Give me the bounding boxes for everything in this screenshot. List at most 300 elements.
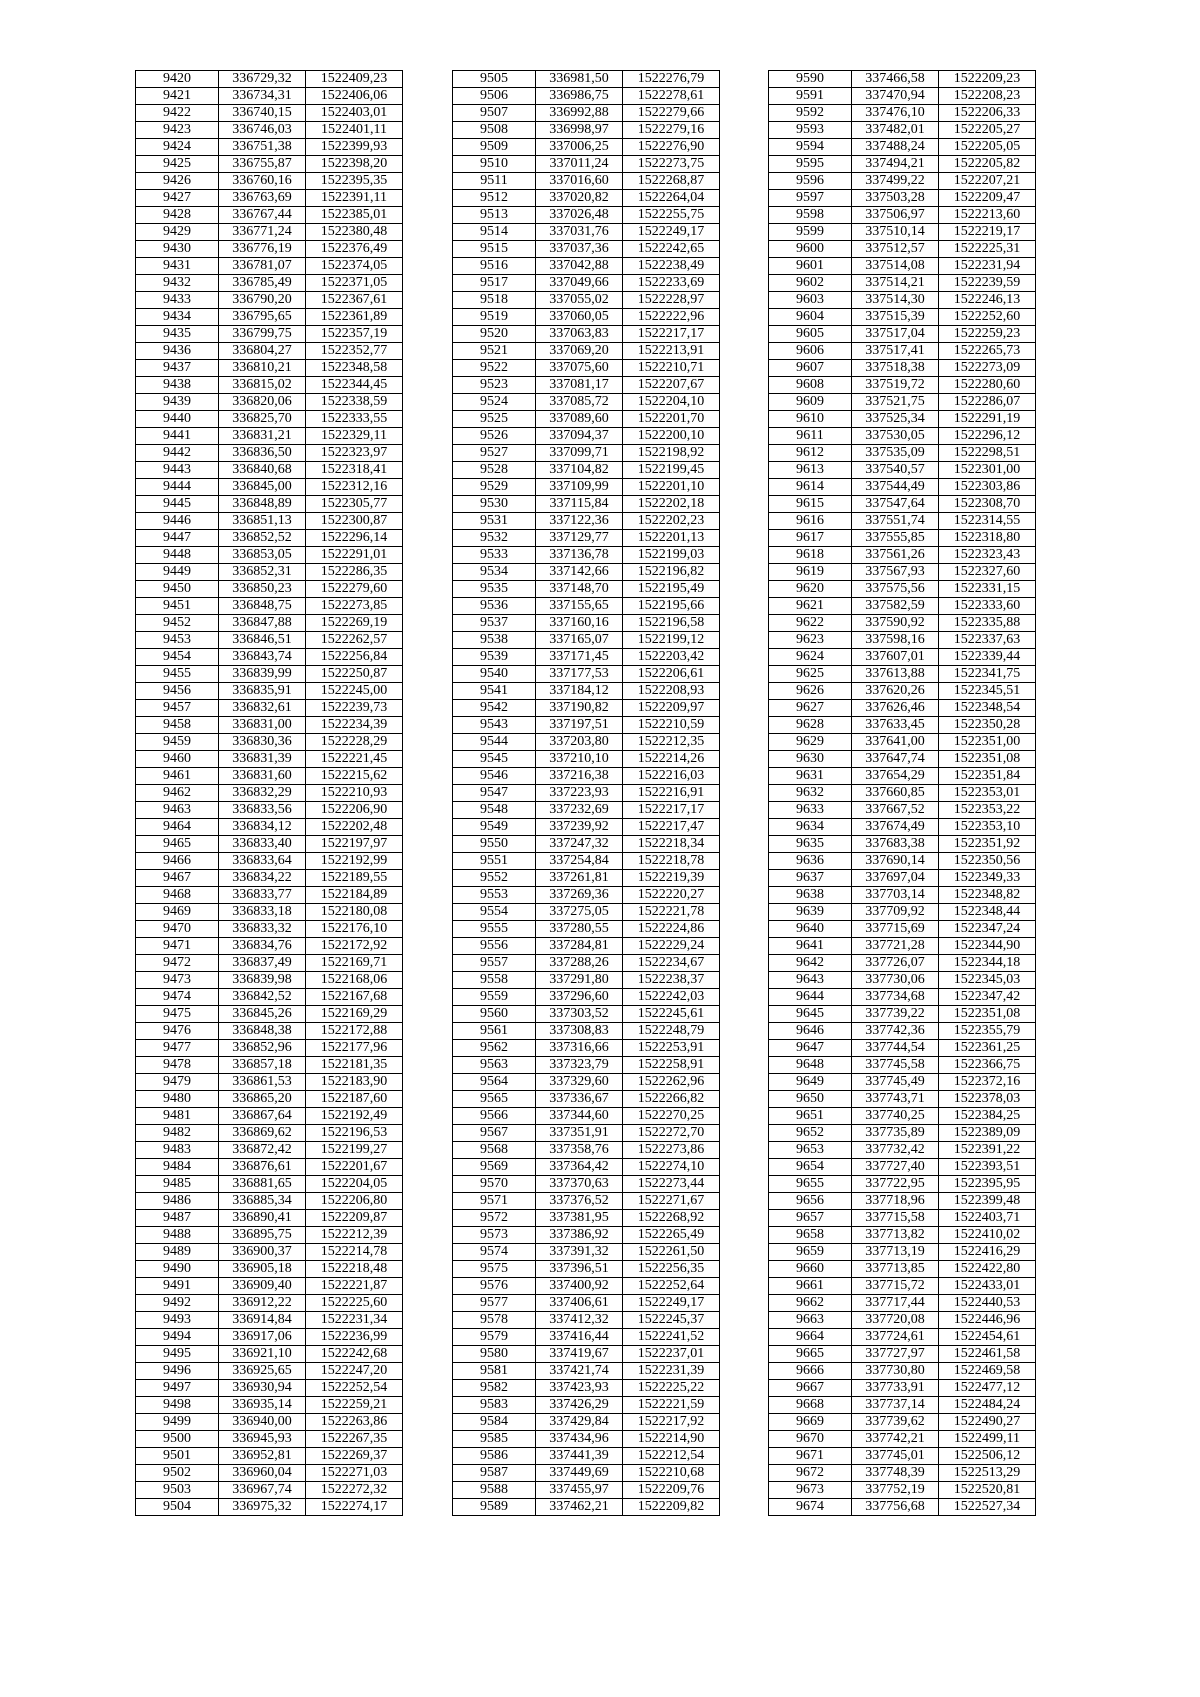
y-coordinate-cell: 1522353,22 [939, 802, 1036, 819]
coordinates-table-body [136, 71, 403, 1516]
x-coordinate-cell: 336810,21 [219, 360, 306, 377]
point-number-cell: 9573 [453, 1227, 536, 1244]
y-coordinate-cell: 1522351,08 [939, 751, 1036, 768]
y-coordinate-cell: 1522395,35 [306, 173, 403, 190]
point-number-cell: 9480 [136, 1091, 219, 1108]
point-number-cell: 9655 [769, 1176, 852, 1193]
point-number-cell: 9559 [453, 989, 536, 1006]
point-number-cell: 9637 [769, 870, 852, 887]
point-number-cell: 9643 [769, 972, 852, 989]
table-row [769, 904, 1036, 921]
y-coordinate-cell: 1522274,10 [623, 1159, 720, 1176]
x-coordinate-cell: 337720,08 [852, 1312, 939, 1329]
table-row [453, 258, 720, 275]
point-number-cell: 9485 [136, 1176, 219, 1193]
x-coordinate-cell: 337512,57 [852, 241, 939, 258]
x-coordinate-cell: 336831,60 [219, 768, 306, 785]
y-coordinate-cell: 1522196,58 [623, 615, 720, 632]
x-coordinate-cell: 337031,76 [536, 224, 623, 241]
y-coordinate-cell: 1522197,97 [306, 836, 403, 853]
y-coordinate-cell: 1522351,92 [939, 836, 1036, 853]
y-coordinate-cell: 1522208,93 [623, 683, 720, 700]
y-coordinate-cell: 1522189,55 [306, 870, 403, 887]
x-coordinate-cell: 337115,84 [536, 496, 623, 513]
point-number-cell: 9440 [136, 411, 219, 428]
table-row [136, 275, 403, 292]
x-coordinate-cell: 336785,49 [219, 275, 306, 292]
point-number-cell: 9594 [769, 139, 852, 156]
y-coordinate-cell: 1522199,12 [623, 632, 720, 649]
point-number-cell: 9534 [453, 564, 536, 581]
point-number-cell: 9556 [453, 938, 536, 955]
x-coordinate-cell: 336857,18 [219, 1057, 306, 1074]
y-coordinate-cell: 1522499,11 [939, 1431, 1036, 1448]
y-coordinate-cell: 1522201,10 [623, 479, 720, 496]
table-row [769, 598, 1036, 615]
table-row [136, 1499, 403, 1516]
table-row [769, 190, 1036, 207]
point-number-cell: 9457 [136, 700, 219, 717]
table-row [453, 1210, 720, 1227]
y-coordinate-cell: 1522367,61 [306, 292, 403, 309]
x-coordinate-cell: 337381,95 [536, 1210, 623, 1227]
point-number-cell: 9540 [453, 666, 536, 683]
x-coordinate-cell: 336848,75 [219, 598, 306, 615]
y-coordinate-cell: 1522234,67 [623, 955, 720, 972]
table-row [453, 241, 720, 258]
table-row [136, 428, 403, 445]
point-number-cell: 9505 [453, 71, 536, 88]
table-row [769, 156, 1036, 173]
table-row [136, 1091, 403, 1108]
point-number-cell: 9553 [453, 887, 536, 904]
x-coordinate-cell: 337745,01 [852, 1448, 939, 1465]
point-number-cell: 9653 [769, 1142, 852, 1159]
x-coordinate-cell: 336831,39 [219, 751, 306, 768]
point-number-cell: 9433 [136, 292, 219, 309]
y-coordinate-cell: 1522347,24 [939, 921, 1036, 938]
x-coordinate-cell: 336832,29 [219, 785, 306, 802]
y-coordinate-cell: 1522245,61 [623, 1006, 720, 1023]
table-row [136, 377, 403, 394]
point-number-cell: 9595 [769, 156, 852, 173]
x-coordinate-cell: 337730,80 [852, 1363, 939, 1380]
point-number-cell: 9620 [769, 581, 852, 598]
x-coordinate-cell: 337081,17 [536, 377, 623, 394]
x-coordinate-cell: 337582,59 [852, 598, 939, 615]
coordinates-table-body [453, 71, 720, 1516]
table-row [453, 496, 720, 513]
x-coordinate-cell: 337396,51 [536, 1261, 623, 1278]
y-coordinate-cell: 1522469,58 [939, 1363, 1036, 1380]
x-coordinate-cell: 336960,04 [219, 1465, 306, 1482]
x-coordinate-cell: 336845,26 [219, 1006, 306, 1023]
point-number-cell: 9592 [769, 105, 852, 122]
y-coordinate-cell: 1522410,02 [939, 1227, 1036, 1244]
x-coordinate-cell: 336781,07 [219, 258, 306, 275]
x-coordinate-cell: 337037,36 [536, 241, 623, 258]
point-number-cell: 9438 [136, 377, 219, 394]
x-coordinate-cell: 336763,69 [219, 190, 306, 207]
y-coordinate-cell: 1522477,12 [939, 1380, 1036, 1397]
y-coordinate-cell: 1522276,90 [623, 139, 720, 156]
point-number-cell: 9503 [136, 1482, 219, 1499]
point-number-cell: 9444 [136, 479, 219, 496]
point-number-cell: 9669 [769, 1414, 852, 1431]
y-coordinate-cell: 1522181,35 [306, 1057, 403, 1074]
y-coordinate-cell: 1522357,19 [306, 326, 403, 343]
y-coordinate-cell: 1522305,77 [306, 496, 403, 513]
x-coordinate-cell: 336865,20 [219, 1091, 306, 1108]
x-coordinate-cell: 336751,38 [219, 139, 306, 156]
table-row [453, 105, 720, 122]
y-coordinate-cell: 1522217,92 [623, 1414, 720, 1431]
y-coordinate-cell: 1522440,53 [939, 1295, 1036, 1312]
y-coordinate-cell: 1522184,89 [306, 887, 403, 904]
x-coordinate-cell: 337551,74 [852, 513, 939, 530]
point-number-cell: 9481 [136, 1108, 219, 1125]
y-coordinate-cell: 1522206,33 [939, 105, 1036, 122]
table-row [769, 496, 1036, 513]
point-number-cell: 9632 [769, 785, 852, 802]
y-coordinate-cell: 1522201,13 [623, 530, 720, 547]
y-coordinate-cell: 1522291,01 [306, 547, 403, 564]
table-row [769, 921, 1036, 938]
y-coordinate-cell: 1522378,03 [939, 1091, 1036, 1108]
point-number-cell: 9658 [769, 1227, 852, 1244]
point-number-cell: 9422 [136, 105, 219, 122]
x-coordinate-cell: 337620,26 [852, 683, 939, 700]
table-row [453, 768, 720, 785]
x-coordinate-cell: 336945,93 [219, 1431, 306, 1448]
x-coordinate-cell: 337713,85 [852, 1261, 939, 1278]
x-coordinate-cell: 337724,61 [852, 1329, 939, 1346]
y-coordinate-cell: 1522323,43 [939, 547, 1036, 564]
table-row [769, 836, 1036, 853]
y-coordinate-cell: 1522228,97 [623, 292, 720, 309]
x-coordinate-cell: 336905,18 [219, 1261, 306, 1278]
x-coordinate-cell: 336885,34 [219, 1193, 306, 1210]
table-row [769, 785, 1036, 802]
x-coordinate-cell: 337535,09 [852, 445, 939, 462]
point-number-cell: 9588 [453, 1482, 536, 1499]
table-row [136, 326, 403, 343]
point-number-cell: 9569 [453, 1159, 536, 1176]
x-coordinate-cell: 336843,74 [219, 649, 306, 666]
x-coordinate-cell: 337254,84 [536, 853, 623, 870]
x-coordinate-cell: 337726,07 [852, 955, 939, 972]
point-number-cell: 9630 [769, 751, 852, 768]
table-row [453, 598, 720, 615]
x-coordinate-cell: 337590,92 [852, 615, 939, 632]
x-coordinate-cell: 336921,10 [219, 1346, 306, 1363]
point-number-cell: 9517 [453, 275, 536, 292]
point-number-cell: 9520 [453, 326, 536, 343]
table-row [453, 717, 720, 734]
x-coordinate-cell: 337494,21 [852, 156, 939, 173]
point-number-cell: 9545 [453, 751, 536, 768]
table-row [136, 122, 403, 139]
y-coordinate-cell: 1522241,52 [623, 1329, 720, 1346]
y-coordinate-cell: 1522245,37 [623, 1312, 720, 1329]
x-coordinate-cell: 336776,19 [219, 241, 306, 258]
x-coordinate-cell: 337148,70 [536, 581, 623, 598]
point-number-cell: 9504 [136, 1499, 219, 1516]
point-number-cell: 9550 [453, 836, 536, 853]
point-number-cell: 9639 [769, 904, 852, 921]
table-row [136, 615, 403, 632]
x-coordinate-cell: 337525,34 [852, 411, 939, 428]
y-coordinate-cell: 1522266,82 [623, 1091, 720, 1108]
point-number-cell: 9584 [453, 1414, 536, 1431]
y-coordinate-cell: 1522199,45 [623, 462, 720, 479]
x-coordinate-cell: 337514,21 [852, 275, 939, 292]
point-number-cell: 9443 [136, 462, 219, 479]
x-coordinate-cell: 337020,82 [536, 190, 623, 207]
y-coordinate-cell: 1522272,70 [623, 1125, 720, 1142]
point-number-cell: 9426 [136, 173, 219, 190]
x-coordinate-cell: 337742,36 [852, 1023, 939, 1040]
table-row [136, 1006, 403, 1023]
table-row [769, 275, 1036, 292]
x-coordinate-cell: 337136,78 [536, 547, 623, 564]
point-number-cell: 9555 [453, 921, 536, 938]
point-number-cell: 9581 [453, 1363, 536, 1380]
point-number-cell: 9497 [136, 1380, 219, 1397]
x-coordinate-cell: 337575,56 [852, 581, 939, 598]
x-coordinate-cell: 337626,46 [852, 700, 939, 717]
x-coordinate-cell: 337567,93 [852, 564, 939, 581]
table-row [769, 1074, 1036, 1091]
y-coordinate-cell: 1522220,27 [623, 887, 720, 904]
x-coordinate-cell: 337683,38 [852, 836, 939, 853]
table-row [769, 1261, 1036, 1278]
x-coordinate-cell: 337703,14 [852, 887, 939, 904]
y-coordinate-cell: 1522218,48 [306, 1261, 403, 1278]
point-number-cell: 9533 [453, 547, 536, 564]
table-row [136, 139, 403, 156]
y-coordinate-cell: 1522208,23 [939, 88, 1036, 105]
table-row [769, 870, 1036, 887]
table-row [453, 1023, 720, 1040]
x-coordinate-cell: 336847,88 [219, 615, 306, 632]
y-coordinate-cell: 1522209,76 [623, 1482, 720, 1499]
point-number-cell: 9578 [453, 1312, 536, 1329]
y-coordinate-cell: 1522409,23 [306, 71, 403, 88]
point-number-cell: 9463 [136, 802, 219, 819]
y-coordinate-cell: 1522279,66 [623, 105, 720, 122]
table-row [769, 343, 1036, 360]
point-number-cell: 9644 [769, 989, 852, 1006]
point-number-cell: 9591 [769, 88, 852, 105]
table-row [769, 700, 1036, 717]
table-row [136, 870, 403, 887]
y-coordinate-cell: 1522376,49 [306, 241, 403, 258]
y-coordinate-cell: 1522252,64 [623, 1278, 720, 1295]
y-coordinate-cell: 1522262,96 [623, 1074, 720, 1091]
y-coordinate-cell: 1522272,32 [306, 1482, 403, 1499]
table-row [769, 1431, 1036, 1448]
table-row [136, 785, 403, 802]
x-coordinate-cell: 336832,61 [219, 700, 306, 717]
y-coordinate-cell: 1522327,60 [939, 564, 1036, 581]
x-coordinate-cell: 337441,39 [536, 1448, 623, 1465]
point-number-cell: 9671 [769, 1448, 852, 1465]
y-coordinate-cell: 1522253,91 [623, 1040, 720, 1057]
table-row [769, 1193, 1036, 1210]
table-row [136, 1414, 403, 1431]
point-number-cell: 9635 [769, 836, 852, 853]
x-coordinate-cell: 336852,31 [219, 564, 306, 581]
y-coordinate-cell: 1522221,87 [306, 1278, 403, 1295]
point-number-cell: 9460 [136, 751, 219, 768]
y-coordinate-cell: 1522350,28 [939, 717, 1036, 734]
x-coordinate-cell: 337303,52 [536, 1006, 623, 1023]
table-row [453, 751, 720, 768]
point-number-cell: 9662 [769, 1295, 852, 1312]
x-coordinate-cell: 337386,92 [536, 1227, 623, 1244]
point-number-cell: 9554 [453, 904, 536, 921]
y-coordinate-cell: 1522207,21 [939, 173, 1036, 190]
table-row [453, 904, 720, 921]
point-number-cell: 9631 [769, 768, 852, 785]
x-coordinate-cell: 337488,24 [852, 139, 939, 156]
point-number-cell: 9428 [136, 207, 219, 224]
table-row [453, 207, 720, 224]
table-row [453, 700, 720, 717]
table-row [453, 1312, 720, 1329]
x-coordinate-cell: 337223,93 [536, 785, 623, 802]
table-row [769, 938, 1036, 955]
point-number-cell: 9674 [769, 1499, 852, 1516]
table-row [453, 581, 720, 598]
table-row [769, 326, 1036, 343]
y-coordinate-cell: 1522314,55 [939, 513, 1036, 530]
table-row [453, 1091, 720, 1108]
x-coordinate-cell: 337740,25 [852, 1108, 939, 1125]
point-number-cell: 9586 [453, 1448, 536, 1465]
table-row [453, 666, 720, 683]
point-number-cell: 9509 [453, 139, 536, 156]
y-coordinate-cell: 1522225,60 [306, 1295, 403, 1312]
y-coordinate-cell: 1522256,35 [623, 1261, 720, 1278]
x-coordinate-cell: 337697,04 [852, 870, 939, 887]
x-coordinate-cell: 337049,66 [536, 275, 623, 292]
table-row [453, 173, 720, 190]
x-coordinate-cell: 336912,22 [219, 1295, 306, 1312]
table-row [453, 394, 720, 411]
table-row [453, 326, 720, 343]
y-coordinate-cell: 1522265,73 [939, 343, 1036, 360]
y-coordinate-cell: 1522255,75 [623, 207, 720, 224]
point-number-cell: 9609 [769, 394, 852, 411]
y-coordinate-cell: 1522286,07 [939, 394, 1036, 411]
x-coordinate-cell: 337667,52 [852, 802, 939, 819]
point-number-cell: 9476 [136, 1023, 219, 1040]
x-coordinate-cell: 337733,91 [852, 1380, 939, 1397]
x-coordinate-cell: 336833,18 [219, 904, 306, 921]
x-coordinate-cell: 336914,84 [219, 1312, 306, 1329]
x-coordinate-cell: 337514,08 [852, 258, 939, 275]
point-number-cell: 9458 [136, 717, 219, 734]
x-coordinate-cell: 337607,01 [852, 649, 939, 666]
y-coordinate-cell: 1522215,62 [306, 768, 403, 785]
x-coordinate-cell: 337122,36 [536, 513, 623, 530]
x-coordinate-cell: 337203,80 [536, 734, 623, 751]
point-number-cell: 9511 [453, 173, 536, 190]
point-number-cell: 9437 [136, 360, 219, 377]
x-coordinate-cell: 337376,52 [536, 1193, 623, 1210]
y-coordinate-cell: 1522374,05 [306, 258, 403, 275]
y-coordinate-cell: 1522406,06 [306, 88, 403, 105]
table-row [453, 972, 720, 989]
table-row [136, 1040, 403, 1057]
table-row [136, 411, 403, 428]
table-row [136, 819, 403, 836]
table-row [769, 1380, 1036, 1397]
x-coordinate-cell: 336740,15 [219, 105, 306, 122]
point-number-cell: 9464 [136, 819, 219, 836]
table-row [136, 547, 403, 564]
x-coordinate-cell: 337197,51 [536, 717, 623, 734]
point-number-cell: 9571 [453, 1193, 536, 1210]
point-number-cell: 9461 [136, 768, 219, 785]
y-coordinate-cell: 1522198,92 [623, 445, 720, 462]
point-number-cell: 9431 [136, 258, 219, 275]
table-row [453, 734, 720, 751]
table-row [769, 1465, 1036, 1482]
table-row [136, 1125, 403, 1142]
y-coordinate-cell: 1522348,82 [939, 887, 1036, 904]
table-row [769, 258, 1036, 275]
table-row [453, 360, 720, 377]
point-number-cell: 9624 [769, 649, 852, 666]
y-coordinate-cell: 1522298,51 [939, 445, 1036, 462]
y-coordinate-cell: 1522242,65 [623, 241, 720, 258]
y-coordinate-cell: 1522209,23 [939, 71, 1036, 88]
x-coordinate-cell: 336830,36 [219, 734, 306, 751]
x-coordinate-cell: 337547,64 [852, 496, 939, 513]
x-coordinate-cell: 336833,56 [219, 802, 306, 819]
x-coordinate-cell: 336833,32 [219, 921, 306, 938]
x-coordinate-cell: 336839,99 [219, 666, 306, 683]
x-coordinate-cell: 337329,60 [536, 1074, 623, 1091]
y-coordinate-cell: 1522513,29 [939, 1465, 1036, 1482]
y-coordinate-cell: 1522345,03 [939, 972, 1036, 989]
table-row [136, 1159, 403, 1176]
table-row [769, 360, 1036, 377]
y-coordinate-cell: 1522242,68 [306, 1346, 403, 1363]
point-number-cell: 9557 [453, 955, 536, 972]
table-row [136, 258, 403, 275]
point-number-cell: 9448 [136, 547, 219, 564]
x-coordinate-cell: 337426,29 [536, 1397, 623, 1414]
y-coordinate-cell: 1522301,00 [939, 462, 1036, 479]
table-row [136, 445, 403, 462]
y-coordinate-cell: 1522218,78 [623, 853, 720, 870]
y-coordinate-cell: 1522286,35 [306, 564, 403, 581]
point-number-cell: 9435 [136, 326, 219, 343]
point-number-cell: 9442 [136, 445, 219, 462]
table-row [769, 1142, 1036, 1159]
y-coordinate-cell: 1522345,51 [939, 683, 1036, 700]
point-number-cell: 9492 [136, 1295, 219, 1312]
point-number-cell: 9465 [136, 836, 219, 853]
table-row [453, 1278, 720, 1295]
point-number-cell: 9539 [453, 649, 536, 666]
y-coordinate-cell: 1522213,60 [939, 207, 1036, 224]
point-number-cell: 9667 [769, 1380, 852, 1397]
